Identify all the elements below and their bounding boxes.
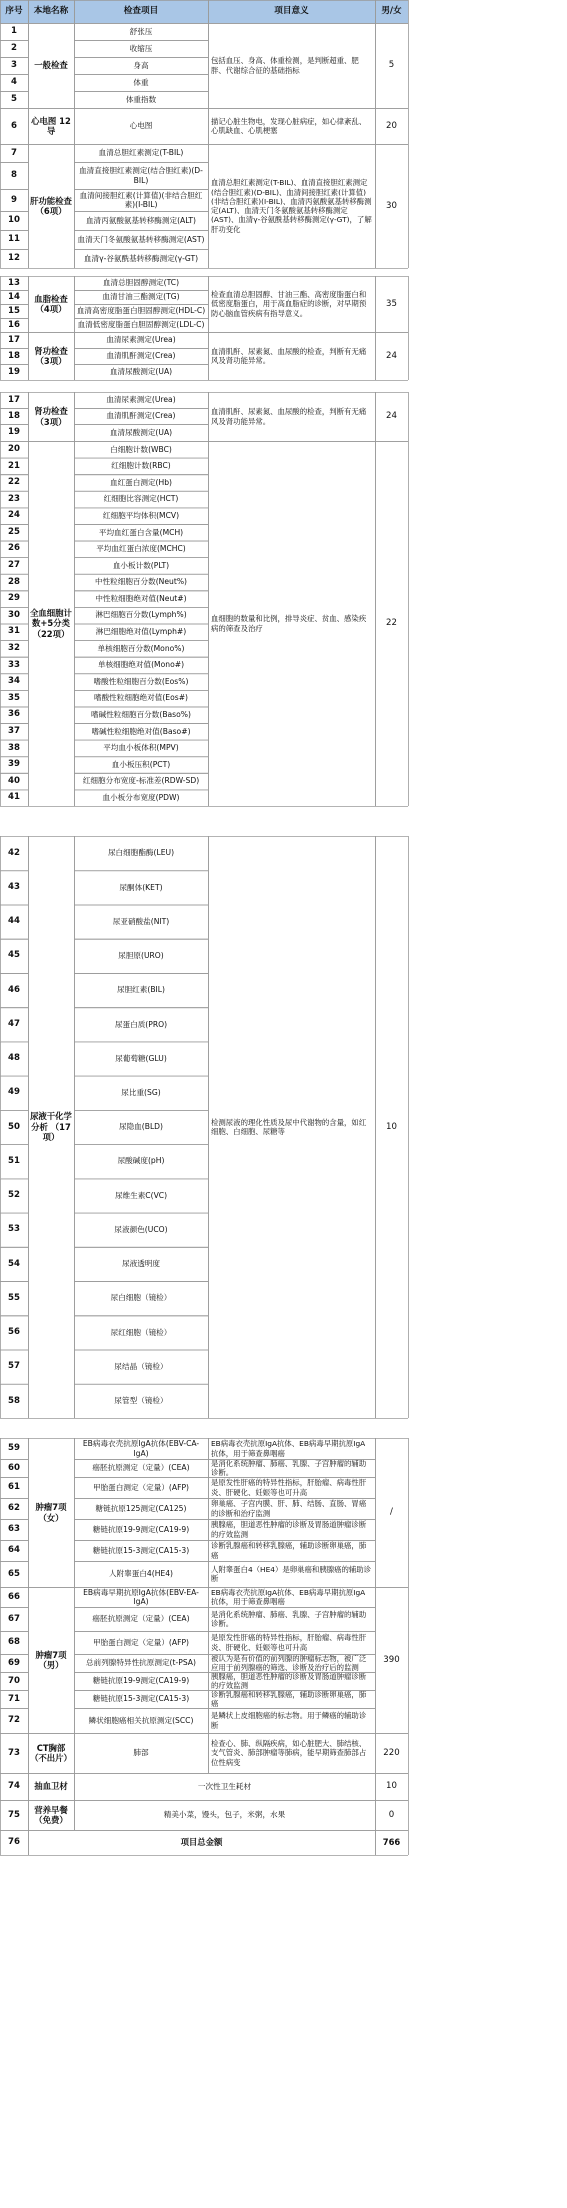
exam-item: 癌胚抗原测定（定量）(CEA): [92, 1614, 190, 1624]
row-number: 3: [11, 60, 17, 71]
exam-item: 尿结晶（镜检）: [114, 1361, 168, 1371]
row-number: 75: [8, 1809, 20, 1820]
category-name: 抽血卫材: [34, 1781, 68, 1792]
row-number: 30: [8, 609, 20, 620]
exam-item: 中性粒细胞百分数(Neut%): [94, 577, 188, 587]
row-number: 33: [8, 659, 20, 670]
category-price: 10: [386, 1121, 397, 1132]
exam-item: 尿维生素C(VC): [114, 1190, 168, 1200]
exam-item: 单核细胞绝对值(Mono#): [97, 660, 185, 670]
exam-item: 尿胆红素(BIL): [117, 985, 165, 995]
category-significance: 检查血清总胆固醇、甘油三酯、高密度脂蛋白和低密度脂蛋白，用于高血脂症的诊断，对早期预防心脑血管疾病有指导意义。: [211, 290, 367, 318]
category-price: 5: [388, 60, 395, 71]
row-number: 71: [8, 1693, 20, 1704]
exam-item: 尿白细胞（镜检）: [110, 1293, 172, 1303]
category-name: 营养早餐（免费）: [34, 1804, 68, 1825]
row-number: 73: [8, 1747, 20, 1758]
row-number: 72: [8, 1715, 20, 1726]
exam-item: 红细胞比容测定(HCT): [103, 494, 179, 504]
row-number: 26: [8, 543, 20, 554]
exam-item: 尿液颜色(UCO): [114, 1224, 168, 1234]
row-number: 13: [8, 277, 20, 288]
exam-item: 血清总胆固醇测定(TC): [102, 278, 180, 288]
exam-item: 甲胎蛋白测定（定量）(AFP): [92, 1482, 189, 1492]
row-number: 15: [8, 305, 20, 316]
exam-item: 血清尿素测定(Urea): [106, 395, 176, 405]
row-number: 68: [8, 1637, 20, 1648]
category-price: 220: [383, 1747, 400, 1758]
exam-item: 尿蛋白质(PRO): [114, 1019, 168, 1029]
item-significance: 人附睾蛋白4（HE4）是卵巢癌和胰腺癌的辅助诊断: [211, 1564, 372, 1583]
category-name: 肾功检查 （3项）: [34, 406, 68, 427]
exam-item: 血清尿酸测定(UA): [109, 427, 173, 437]
category-price: 22: [386, 618, 397, 629]
row-number: 8: [11, 170, 17, 181]
category-name: 血脂检查 （4项）: [34, 293, 68, 314]
exam-item: 尿酸碱度(pH): [117, 1156, 165, 1166]
row-number: 32: [8, 643, 20, 653]
header-sig: 项目意义: [208, 0, 375, 23]
exam-item: 白细胞计数(WBC): [110, 444, 172, 454]
row-number: 22: [8, 477, 20, 488]
header-price: 男/女: [375, 0, 408, 23]
row-number: 76: [8, 1837, 20, 1848]
row-number: 58: [8, 1395, 20, 1406]
exam-item: 总前列腺特异性抗原测定(t-PSA): [86, 1658, 196, 1668]
row-number: 10: [8, 215, 20, 226]
item-significance: 诊断乳腺癌和转移乳腺癌，辅助诊断卵巢癌，肺癌: [211, 1690, 367, 1708]
exam-item: 红细胞分布宽度-标准差(RDW-SD): [82, 776, 200, 786]
row-number: 18: [8, 410, 20, 421]
category-price: 390: [383, 1654, 400, 1665]
category-significance: 描记心脏生物电，发现心脏病症，如心律紊乱、心肌缺血、心肌梗塞: [211, 116, 367, 135]
exam-item: 平均血红蛋白浓度(MCHC): [96, 544, 186, 554]
category-significance: 检测尿液的理化性质及尿中代谢物的含量，如红细胞、白细胞、尿糖等: [211, 1117, 367, 1136]
row-number: 2: [11, 43, 17, 54]
exam-item: 血清尿素测定(Urea): [106, 335, 176, 345]
exam-item: 血清丙氨酸氨基转移酶测定(ALT): [85, 215, 197, 225]
total-label: 项目总金额: [180, 1837, 223, 1848]
row-number: 61: [8, 1482, 20, 1493]
row-number: 65: [8, 1568, 20, 1579]
category-price: 0: [388, 1809, 395, 1820]
exam-item: 血清总胆红素测定(T-BIL): [98, 148, 184, 158]
row-number: 9: [11, 194, 17, 205]
row-number: 46: [8, 984, 20, 995]
row-number: 25: [8, 526, 20, 537]
exam-item: 血小板计数(PLT): [112, 560, 170, 570]
exam-item: 血小板压积(PCT): [111, 759, 171, 769]
row-number: 31: [8, 626, 20, 637]
row-number: 52: [8, 1190, 20, 1201]
exam-item: 体重: [133, 77, 149, 87]
row-number: 53: [8, 1224, 20, 1235]
row-number: 57: [8, 1361, 20, 1372]
exam-item: 糖链抗原19-9测定(CA19-9): [92, 1676, 190, 1686]
row-number: 43: [8, 881, 20, 892]
item-significance: 是原发性肝癌的特异性指标，肝胎瘤、病毒性肝炎、肝硬化、妊娠等也可升高: [211, 1633, 367, 1652]
exam-item: 甲胎蛋白测定（定量）(AFP): [92, 1637, 189, 1647]
total-price: 766: [382, 1837, 401, 1848]
category-significance: 血清总胆红素测定(T-BIL)、血清直接胆红素测定(结合胆红素)(D-BIL)、血清间接胆红素(计算值)(非结合胆红素)(I-BIL)、血清丙氨酸氨基转移酶测定(ALT)、血清天门冬氨酸氨基转移酶测定(AST)、血清γ-谷氨酰基转移酶测定(γ-GT)，了解肝功变化: [211, 178, 372, 234]
exam-item: 血清天门冬氨酸氨基转移酶测定(AST): [77, 234, 205, 244]
exam-item: 嗜酸性粒细胞百分数(Eos%): [93, 676, 189, 686]
category-name: 尿液干化学分析 （17项）: [30, 1111, 72, 1143]
category-price: /: [390, 1507, 393, 1518]
item-significance: 是原发性肝癌的特异性指标，肝胎瘤、病毒性肝炎、肝硬化、妊娠等也可升高: [211, 1478, 367, 1497]
exam-item: 癌胚抗原测定（定量）(CEA): [92, 1463, 190, 1473]
category-price: 24: [386, 411, 397, 422]
row-number: 11: [8, 234, 20, 245]
row-number: 47: [8, 1018, 20, 1029]
item-significance: 卵巢癌、子宫内膜、肝、肺、结肠、直肠、胃癌的诊断和治疗监测: [211, 1499, 367, 1518]
row-number: 18: [8, 350, 20, 361]
row-number: 28: [8, 576, 20, 587]
item-significance: 被认为是有价值的前列腺的肿瘤标志物，被广泛应用于前列腺癌的筛选、诊断及治疗后的监测: [211, 1654, 367, 1672]
exam-item: 人附睾蛋白4(HE4): [108, 1569, 174, 1579]
row-number: 16: [8, 319, 20, 330]
exam-item: 身高: [133, 60, 149, 70]
exam-item: 舒张压: [129, 26, 153, 36]
exam-item: 单核细胞百分数(Mono%): [97, 643, 185, 653]
row-number: 35: [8, 692, 20, 703]
row-number: 6: [11, 120, 17, 131]
category-name: 肿瘤7项 （女）: [35, 1502, 67, 1523]
category-name: 肿瘤7项 （男）: [35, 1649, 67, 1670]
exam-item: 淋巴细胞百分数(Lymph%): [95, 610, 187, 620]
item-significance: 是鳞状上皮细胞癌的标志物。用于鳞癌的辅助诊断: [211, 1711, 367, 1730]
exam-item: 尿比重(SG): [121, 1088, 161, 1098]
exam-item: 平均血小板体积(MPV): [103, 743, 179, 753]
item-significance: EB病毒衣壳抗原IgA抗体、EB病毒早期抗原IgA抗体，用于筛查鼻咽癌: [211, 1587, 366, 1606]
exam-item: 尿红细胞（镜检）: [110, 1327, 172, 1337]
exam-item: 肺部: [133, 1748, 149, 1758]
category-price: 24: [386, 350, 397, 361]
exam-item: 糖链抗原15-3测定(CA15-3): [92, 1545, 190, 1555]
exam-item: 血清甘油三酯测定(TG): [102, 292, 180, 302]
row-number: 39: [8, 759, 20, 770]
row-number: 45: [8, 950, 20, 961]
category-name: 一般检查: [34, 60, 68, 71]
exam-item: 尿隐血(BLD): [119, 1122, 163, 1132]
row-number: 56: [8, 1327, 20, 1338]
row-number: 60: [8, 1462, 20, 1473]
exam-item: 鳞状细胞癌相关抗原测定(SCC): [88, 1715, 194, 1725]
row-number: 50: [8, 1121, 20, 1132]
exam-item: 血清高密度脂蛋白胆固醇测定(HDL-C): [76, 306, 206, 316]
row-number: 5: [11, 94, 17, 105]
item-significance: EB病毒衣壳抗原IgA抗体、EB病毒早期抗原IgA抗体，用于筛查鼻咽癌: [211, 1439, 366, 1458]
row-number: 19: [8, 366, 20, 377]
row-number: 55: [8, 1292, 20, 1303]
row-number: 24: [8, 510, 20, 521]
row-number: 34: [8, 676, 20, 687]
category-significance: 血细胞的数量和比例，排导炎症、贫血、感染疾病的筛查及治疗: [211, 614, 367, 633]
category-name: 肾功检查 （3项）: [34, 345, 68, 366]
exam-item: 尿白细胞酯酶(LEU): [107, 848, 175, 858]
header-item: 检查项目: [74, 0, 208, 23]
exam-item: 收缩压: [129, 43, 153, 53]
exam-item: 一次性卫生耗材: [197, 1781, 252, 1791]
row-number: 51: [8, 1155, 20, 1166]
row-number: 64: [8, 1545, 20, 1556]
exam-item: 红细胞平均体积(MCV): [102, 510, 180, 520]
category-significance: 血清肌酐、尿素氮、血尿酸的检查，判断有无痛风及肾功能异常。: [211, 407, 367, 426]
header-cat: 本地名称: [28, 0, 74, 23]
row-number: 62: [8, 1503, 20, 1514]
exam-item: 尿管型（镜检）: [114, 1396, 168, 1406]
exam-item: 淋巴细胞绝对值(Lymph#): [95, 627, 187, 637]
row-number: 21: [8, 460, 20, 471]
exam-item: 中性粒细胞绝对值(Neut#): [95, 593, 187, 603]
header-no: 序号: [0, 0, 28, 23]
row-number: 59: [8, 1443, 20, 1454]
category-significance: 包括血压、身高、体重检测，是判断超重、肥胖、代谢综合征的基础指标: [211, 56, 359, 75]
row-number: 37: [8, 725, 20, 736]
exam-item: 尿酮体(KET): [119, 882, 163, 892]
exam-item: 糖链抗原19-9测定(CA19-9): [92, 1524, 190, 1534]
category-name: 肝功能检查 （6项）: [30, 195, 72, 216]
exam-item: 血清γ-谷氨酰基转移酶测定(γ-GT): [83, 253, 199, 263]
row-number: 49: [8, 1087, 20, 1098]
row-number: 48: [8, 1053, 20, 1064]
row-number: 1: [11, 26, 17, 37]
category-name: 全血细胞计数+5分类 （22项）: [30, 607, 72, 639]
exam-item: 红细胞计数(RBC): [111, 461, 171, 471]
category-name: 心电图 12导: [31, 115, 71, 136]
exam-item: 尿亚硝酸盐(NIT): [112, 916, 170, 926]
item-significance: 胰腺癌，胆道恶性肿瘤的诊断及胃肠道肿瘤诊断的疗效监测: [211, 1672, 367, 1690]
item-significance: 胰腺癌，胆道恶性肿瘤的诊断及胃肠道肿瘤诊断的疗效监测: [211, 1520, 367, 1539]
exam-item: 嗜酸性粒细胞绝对值(Eos#): [93, 693, 189, 703]
category-name: CT胸部（不出片）: [30, 1742, 72, 1763]
category-price: 20: [386, 120, 397, 131]
row-number: 42: [8, 847, 20, 858]
row-number: 38: [8, 742, 20, 753]
row-number: 12: [8, 253, 20, 264]
exam-item: 嗜碱性粒细胞绝对值(Baso#): [91, 726, 191, 736]
item-significance: 是消化系统肿瘤、肺癌、乳腺、子宫肿瘤的辅助诊断。: [211, 1459, 367, 1477]
category-price: 30: [386, 200, 397, 211]
row-number: 7: [11, 147, 17, 158]
row-number: 36: [8, 709, 20, 720]
row-number: 74: [8, 1781, 20, 1792]
row-number: 70: [8, 1675, 20, 1686]
exam-item: 血小板分布宽度(PDW): [102, 792, 180, 802]
row-number: 17: [8, 334, 20, 345]
exam-item: 血清间接胆红素(计算值)(非结合胆红素)(I-BIL): [79, 190, 203, 209]
row-number: 54: [8, 1258, 20, 1269]
category-significance: 血清肌酐、尿素氮、血尿酸的检查，判断有无痛风及肾功能异常。: [211, 346, 367, 365]
exam-item: 尿葡萄糖(GLU): [115, 1053, 167, 1063]
item-significance: 诊断乳腺癌和转移乳腺癌，辅助诊断卵巢癌，肺癌: [211, 1541, 367, 1560]
exam-item: 平均血红蛋白含量(MCH): [98, 527, 184, 537]
row-number: 44: [8, 916, 20, 927]
exam-item: 心电图: [129, 121, 153, 131]
row-number: 27: [8, 560, 20, 571]
row-number: 29: [8, 593, 20, 604]
row-number: 69: [8, 1657, 20, 1668]
exam-item: 体重指数: [125, 94, 157, 104]
exam-item: 精美小菜，馒头，包子，米粥，水果: [163, 1810, 286, 1820]
exam-item: 血清肌酐测定(Crea): [106, 411, 176, 421]
exam-item: EB病毒衣壳抗原IgA抗体(EBV-CA-IgA): [82, 1439, 200, 1458]
row-number: 67: [8, 1613, 20, 1624]
exam-item: 尿液透明度: [122, 1259, 160, 1269]
row-number: 23: [8, 493, 20, 504]
row-number: 40: [8, 775, 20, 786]
exam-item: 糖链抗原125测定(CA125): [95, 1503, 187, 1513]
item-significance: 是消化系统肿瘤、肺癌、乳腺、子宫肿瘤的辅助诊断。: [211, 1609, 367, 1628]
category-significance: 检查心、肺、纵隔疾病，如心脏肥大、肺结核、支气管炎、肺部肿瘤等肺病，能早期筛查肺部占位性病变: [211, 1739, 367, 1767]
exam-item: 血红蛋白测定(Hb): [109, 477, 173, 487]
row-number: 17: [8, 394, 20, 405]
exam-item: 糖链抗原15-3测定(CA15-3): [92, 1694, 190, 1704]
row-number: 41: [8, 792, 20, 803]
category-price: 10: [386, 1781, 397, 1792]
category-price: 35: [386, 298, 397, 309]
exam-item: 尿胆原(URO): [118, 951, 164, 961]
exam-item: 血清低密度脂蛋白胆固醇测定(LDL-C): [77, 320, 205, 330]
row-number: 20: [8, 443, 20, 454]
exam-item: 血清直接胆红素测定(结合胆红素)(D-BIL): [79, 166, 203, 185]
row-number: 19: [8, 427, 20, 438]
exam-item: 血清尿酸测定(UA): [109, 367, 173, 377]
row-number: 66: [8, 1591, 20, 1602]
exam-item: 血清肌酐测定(Crea): [106, 351, 176, 361]
row-number: 14: [8, 291, 20, 302]
exam-item: 嗜碱性粒细胞百分数(Baso%): [91, 710, 191, 719]
row-number: 63: [8, 1524, 20, 1535]
exam-item: EB病毒早期抗原IgA抗体(EBV-EA-IgA): [83, 1587, 199, 1606]
row-number: 4: [11, 77, 17, 88]
